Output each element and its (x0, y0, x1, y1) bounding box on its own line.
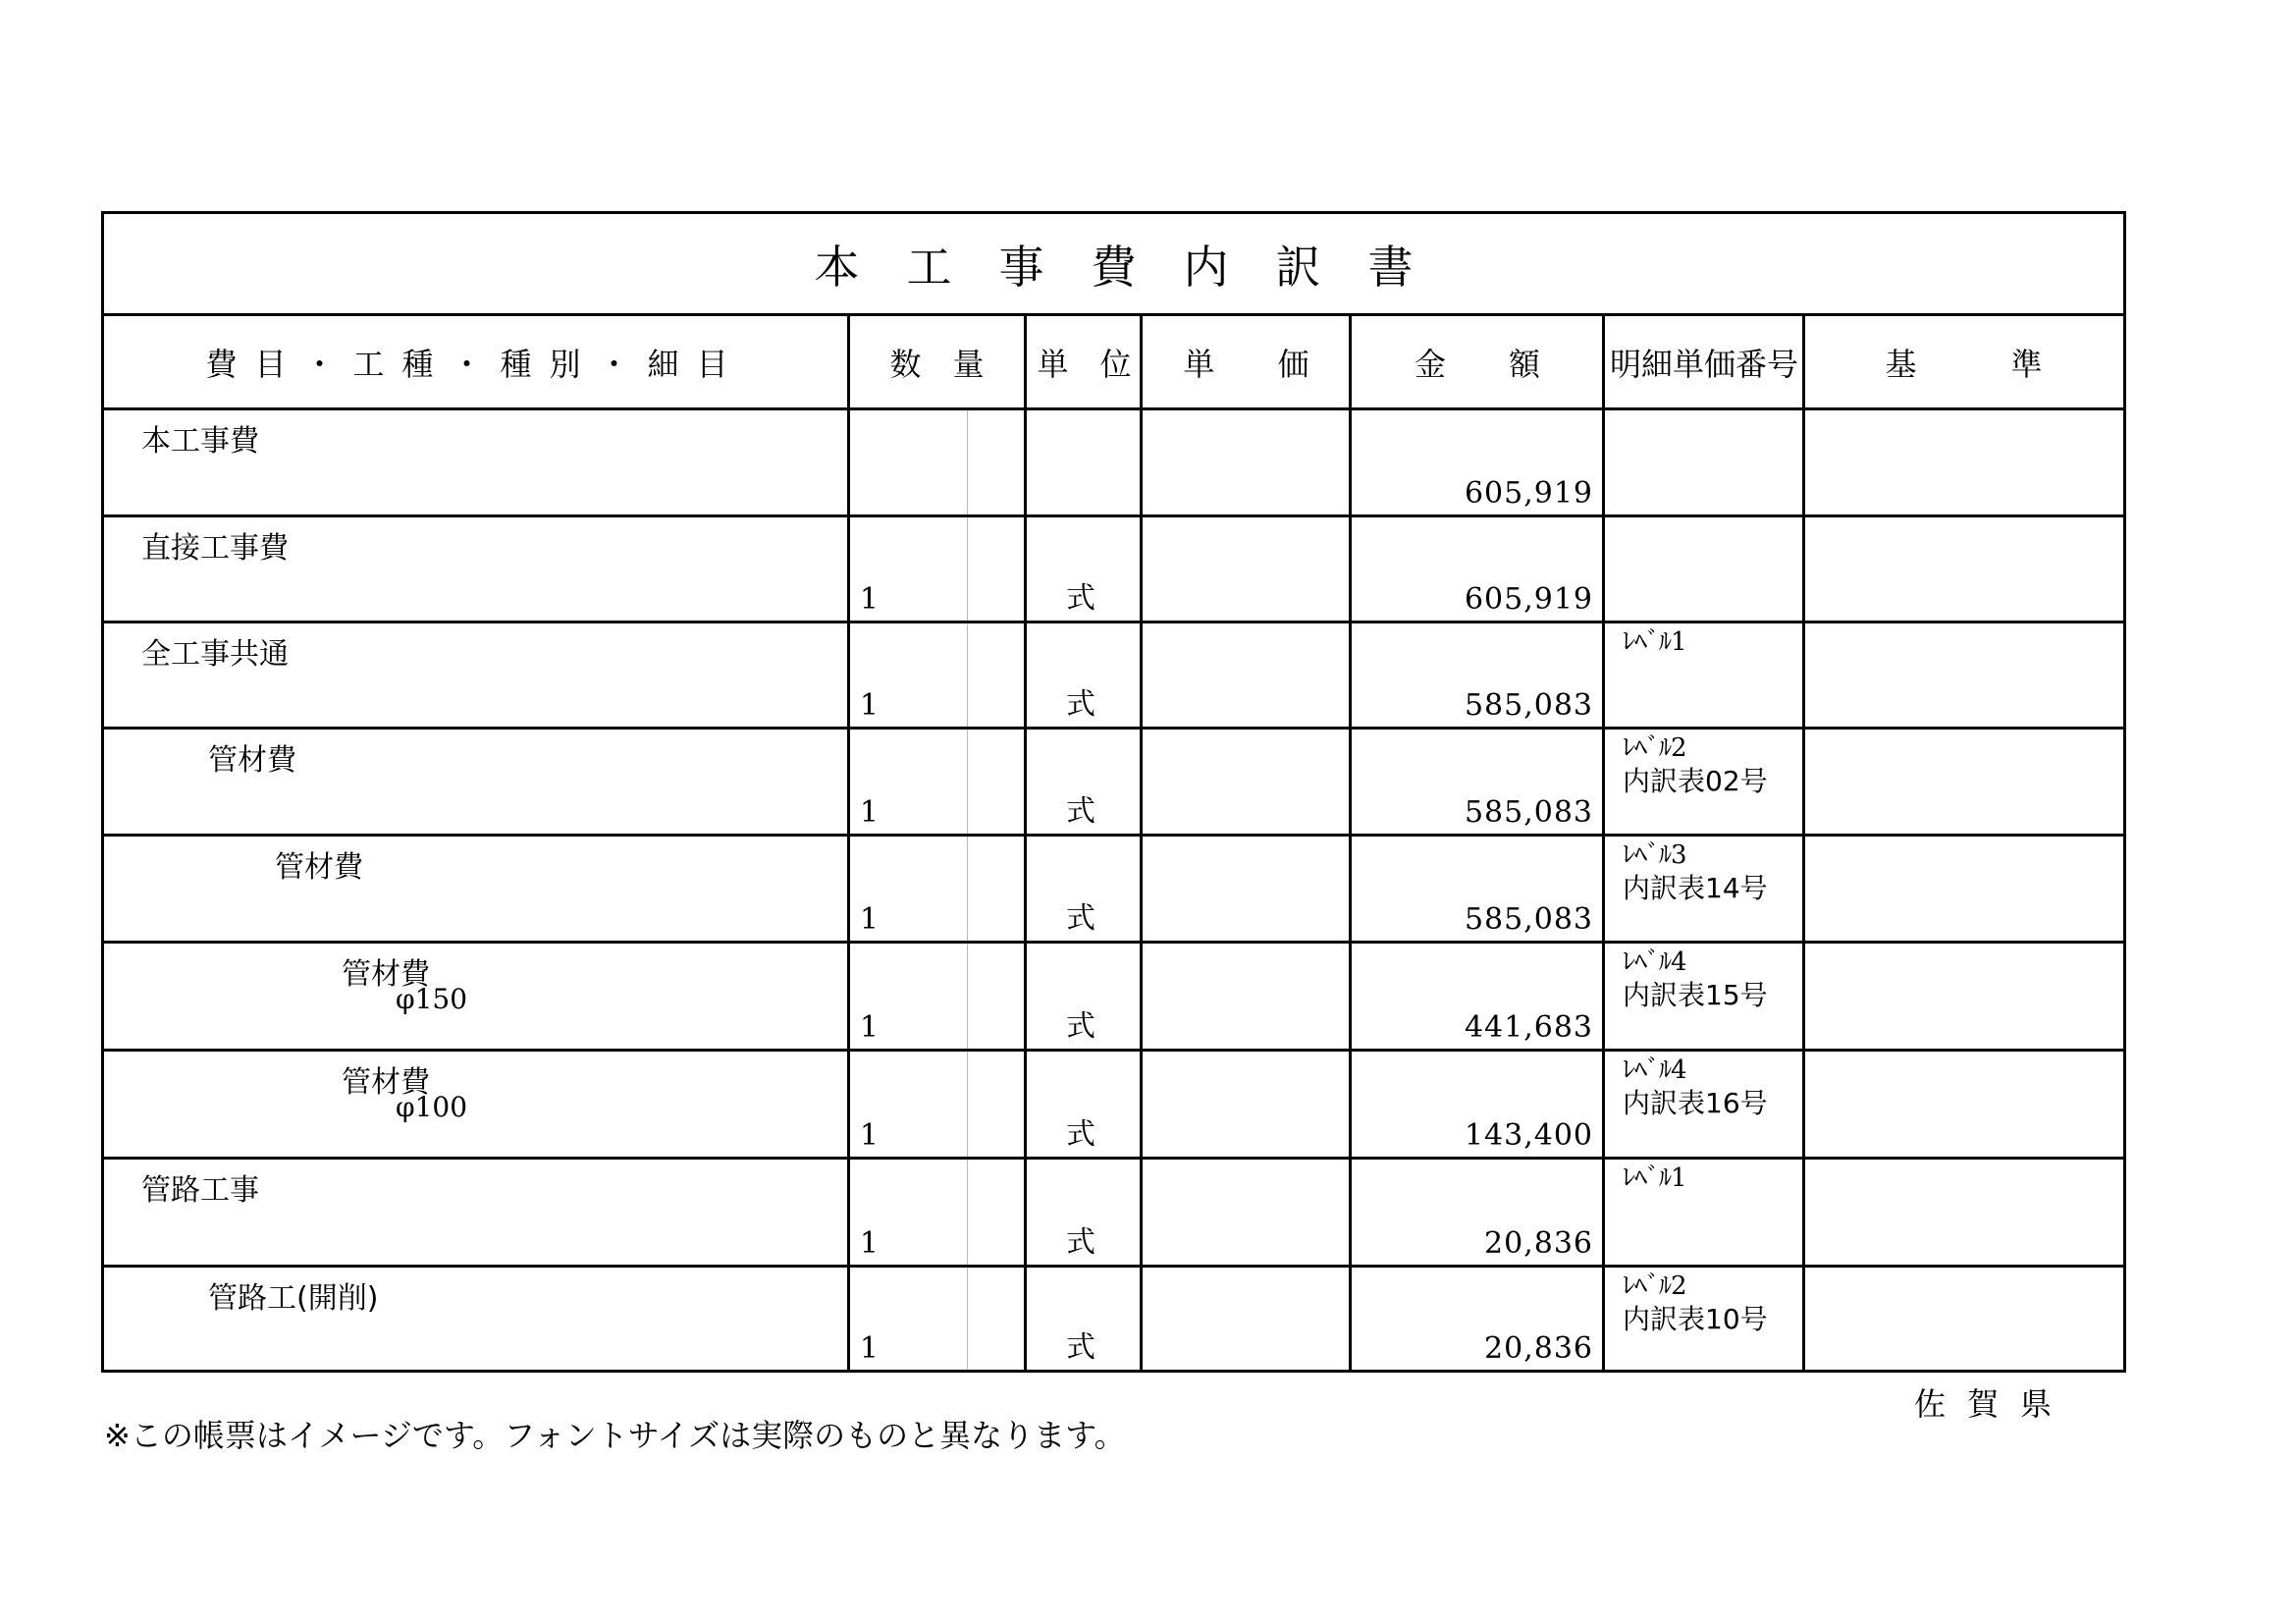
table-row (104, 514, 2123, 621)
header-item: 費目・工種・種別・細目 (104, 316, 847, 410)
prefecture-label: 佐賀県 (1914, 1385, 2074, 1423)
row-qty: 1 (859, 795, 879, 830)
row-name: 本工事費 (141, 424, 259, 459)
row-qty: 1 (859, 902, 879, 937)
row-name: 全工事共通 (141, 637, 289, 672)
row-name: 管材費 (342, 1065, 430, 1100)
row-subname: φ150 (396, 983, 468, 1015)
row-amount: 143,400 (1464, 1118, 1593, 1153)
row-level: ﾚﾍﾞﾙ2 (1623, 1271, 1686, 1301)
header-amount: 金 額 (1351, 316, 1604, 410)
row-qty: 1 (859, 582, 879, 617)
row-unit: 式 (1066, 1225, 1095, 1260)
row-amount: 20,836 (1484, 1226, 1593, 1261)
row-level: ﾚﾍﾞﾙ2 (1623, 733, 1686, 763)
header-qty: 数 量 (847, 316, 1027, 410)
row-ref: 内訳表02号 (1623, 765, 1768, 797)
row-amount: 20,836 (1484, 1331, 1593, 1366)
row-qty: 1 (859, 1118, 879, 1153)
header-detail-no: 明細単価番号 (1604, 316, 1804, 410)
row-detail-ref (1623, 1054, 1768, 1120)
row-detail-ref (1623, 1270, 1768, 1336)
estimate-sheet (101, 211, 2126, 1373)
row-ref: 内訳表15号 (1623, 979, 1768, 1011)
row-name: 管路工事 (141, 1173, 259, 1208)
row-amount: 605,919 (1464, 582, 1593, 617)
table-row (104, 834, 2123, 941)
row-name: 管材費 (342, 957, 430, 992)
row-detail-ref (1623, 838, 1768, 905)
table-row (104, 941, 2123, 1049)
row-qty: 1 (859, 1010, 879, 1045)
row-amount: 585,083 (1464, 795, 1593, 830)
table-row (104, 727, 2123, 834)
row-subname: φ100 (396, 1091, 468, 1123)
row-name: 管材費 (208, 743, 296, 778)
row-level: ﾚﾍﾞﾙ1 (1623, 627, 1686, 657)
row-qty: 1 (859, 1226, 879, 1261)
row-unit: 式 (1066, 1117, 1095, 1152)
row-ref: 内訳表16号 (1623, 1087, 1768, 1119)
header-unit: 単 位 (1027, 316, 1142, 410)
table-row (104, 1265, 2123, 1370)
row-detail-ref (1623, 1162, 1686, 1195)
row-amount: 441,683 (1464, 1010, 1593, 1045)
row-detail-ref (1623, 731, 1768, 798)
row-qty: 1 (859, 1331, 879, 1366)
row-qty: 1 (859, 688, 879, 723)
row-level: ﾚﾍﾞﾙ4 (1623, 1055, 1686, 1085)
disclaimer-note: ※この帳票はイメージです。フォントサイズは実際のものと異なります。 (104, 1417, 1126, 1454)
row-ref: 内訳表10号 (1623, 1303, 1768, 1335)
table-row (104, 621, 2123, 727)
row-level: ﾚﾍﾞﾙ3 (1623, 840, 1686, 870)
table-row (104, 1049, 2123, 1157)
row-level: ﾚﾍﾞﾙ1 (1623, 1163, 1686, 1193)
row-name: 管路工(開削) (208, 1281, 379, 1316)
row-unit: 式 (1066, 1009, 1095, 1044)
row-name: 直接工事費 (141, 531, 289, 566)
header-price: 単 価 (1142, 316, 1351, 410)
row-level: ﾚﾍﾞﾙ4 (1623, 947, 1686, 977)
row-detail-ref (1623, 946, 1768, 1012)
row-amount: 585,083 (1464, 688, 1593, 723)
row-amount: 605,919 (1464, 476, 1593, 511)
row-unit: 式 (1066, 1330, 1095, 1365)
row-unit: 式 (1066, 581, 1095, 616)
row-amount: 585,083 (1464, 902, 1593, 937)
table-row (104, 410, 2123, 514)
row-detail-ref (1623, 625, 1686, 659)
row-unit: 式 (1066, 901, 1095, 936)
row-name: 管材費 (275, 850, 363, 885)
document-title: 本工事費内訳書 (104, 214, 2123, 316)
row-ref: 内訳表14号 (1623, 872, 1768, 904)
table-row (104, 1157, 2123, 1265)
header-standard: 基 準 (1804, 316, 2123, 410)
row-unit: 式 (1066, 687, 1095, 722)
row-unit: 式 (1066, 794, 1095, 829)
